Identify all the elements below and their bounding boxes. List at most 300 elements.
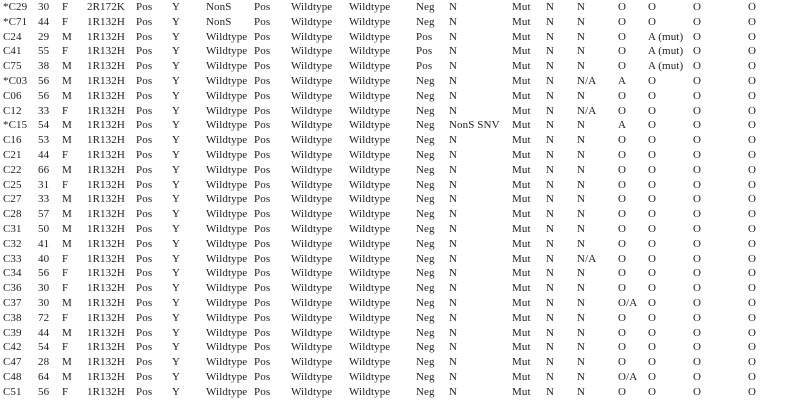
table-cell: Pos bbox=[136, 30, 153, 43]
table-cell: Pos bbox=[254, 193, 271, 206]
table-cell: Wildtype bbox=[291, 311, 333, 324]
table-cell: O bbox=[618, 193, 627, 206]
table-cell: Neg bbox=[416, 222, 435, 235]
table-cell: Wildtype bbox=[291, 237, 333, 250]
table-cell: O bbox=[748, 296, 757, 309]
table-cell: O bbox=[618, 89, 627, 102]
table-cell: N bbox=[546, 45, 555, 58]
table-cell: O bbox=[648, 385, 657, 398]
table-cell: 41 bbox=[38, 237, 50, 250]
table-cell: 1R132H bbox=[87, 311, 125, 324]
table-cell: O bbox=[693, 104, 702, 117]
table-cell: N bbox=[577, 237, 586, 250]
table-cell: O bbox=[648, 74, 657, 87]
table-cell: Wildtype bbox=[291, 104, 333, 117]
table-cell: Pos bbox=[416, 60, 433, 73]
table-cell: Y bbox=[172, 60, 181, 73]
table-cell: Pos bbox=[254, 282, 271, 295]
table-cell: 31 bbox=[38, 178, 50, 191]
table-cell: Wildtype bbox=[206, 208, 248, 221]
table-cell: O/A bbox=[618, 370, 638, 383]
table-cell: Pos bbox=[254, 208, 271, 221]
table-cell: O bbox=[618, 326, 627, 339]
table-cell: Pos bbox=[254, 252, 271, 265]
table-row bbox=[3, 192, 800, 207]
table-cell: Wildtype bbox=[291, 45, 333, 58]
table-cell: O bbox=[618, 178, 627, 191]
table-cell: Pos bbox=[254, 222, 271, 235]
table-cell: N bbox=[577, 60, 586, 73]
table-cell: Neg bbox=[416, 237, 435, 250]
table-cell: N bbox=[449, 237, 458, 250]
table-cell: C75 bbox=[3, 60, 22, 73]
table-cell: 1R132H bbox=[87, 30, 125, 43]
table-cell: Wildtype bbox=[206, 370, 248, 383]
table-cell: O bbox=[693, 341, 702, 354]
table-cell: N bbox=[546, 148, 555, 161]
table-cell: O bbox=[648, 89, 657, 102]
table-cell: O bbox=[748, 163, 757, 176]
table-cell: 1R132H bbox=[87, 15, 125, 28]
table-cell: Pos bbox=[136, 311, 153, 324]
table-cell: Neg bbox=[416, 15, 435, 28]
table-cell: N bbox=[546, 237, 555, 250]
table-cell: Y bbox=[172, 282, 181, 295]
table-cell: N bbox=[449, 193, 458, 206]
table-cell: O bbox=[618, 311, 627, 324]
table-row bbox=[3, 385, 800, 400]
table-cell: O bbox=[693, 222, 702, 235]
table-cell: N bbox=[449, 222, 458, 235]
table-cell: Neg bbox=[416, 208, 435, 221]
table-cell: O bbox=[618, 15, 627, 28]
table-cell: M bbox=[62, 163, 72, 176]
table-cell: Neg bbox=[416, 370, 435, 383]
table-cell: Wildtype bbox=[349, 252, 391, 265]
table-cell: N bbox=[577, 134, 586, 147]
table-cell: Neg bbox=[416, 341, 435, 354]
table-cell: O bbox=[748, 222, 757, 235]
table-cell: Wildtype bbox=[206, 193, 248, 206]
table-cell: N bbox=[577, 311, 586, 324]
table-cell: M bbox=[62, 208, 72, 221]
table-cell: *C15 bbox=[3, 119, 28, 132]
table-cell: Pos bbox=[136, 74, 153, 87]
table-cell: Wildtype bbox=[349, 311, 391, 324]
table-cell: N bbox=[546, 89, 555, 102]
table-cell: N bbox=[546, 15, 555, 28]
table-cell: C33 bbox=[3, 252, 22, 265]
table-cell: Neg bbox=[416, 326, 435, 339]
table-cell: 2R172K bbox=[87, 1, 125, 13]
table-cell: Y bbox=[172, 148, 181, 161]
table-cell: Wildtype bbox=[349, 341, 391, 354]
table-cell: M bbox=[62, 193, 72, 206]
table-cell: Wildtype bbox=[291, 356, 333, 369]
table-row bbox=[3, 44, 800, 59]
table-cell: Wildtype bbox=[291, 282, 333, 295]
table-cell: 1R132H bbox=[87, 119, 125, 132]
table-cell: N bbox=[449, 60, 458, 73]
table-cell: Mut bbox=[512, 237, 531, 250]
table-cell: Wildtype bbox=[349, 104, 391, 117]
table-cell: O bbox=[693, 296, 702, 309]
table-cell: N bbox=[449, 30, 458, 43]
table-cell: O bbox=[693, 326, 702, 339]
table-cell: N bbox=[449, 296, 458, 309]
table-cell: N/A bbox=[577, 104, 597, 117]
table-cell: C51 bbox=[3, 385, 22, 398]
table-cell: N bbox=[449, 148, 458, 161]
table-cell: Wildtype bbox=[349, 385, 391, 398]
table-cell: Wildtype bbox=[349, 1, 391, 13]
table-cell: Wildtype bbox=[206, 45, 248, 58]
table-row bbox=[3, 311, 800, 326]
table-cell: O bbox=[618, 208, 627, 221]
table-cell: Pos bbox=[254, 326, 271, 339]
table-cell: Neg bbox=[416, 178, 435, 191]
table-cell: Neg bbox=[416, 252, 435, 265]
table-cell: O bbox=[748, 267, 757, 280]
table-cell: C32 bbox=[3, 237, 22, 250]
table-cell: Y bbox=[172, 163, 181, 176]
table-cell: Y bbox=[172, 208, 181, 221]
table-cell: Mut bbox=[512, 222, 531, 235]
table-cell: Wildtype bbox=[206, 222, 248, 235]
table-cell: N bbox=[449, 267, 458, 280]
table-cell: O bbox=[648, 341, 657, 354]
table-cell: M bbox=[62, 60, 72, 73]
table-cell: O bbox=[618, 104, 627, 117]
table-cell: Y bbox=[172, 252, 181, 265]
table-row bbox=[3, 252, 800, 267]
table-cell: Neg bbox=[416, 89, 435, 102]
table-cell: A (mut) bbox=[648, 30, 684, 43]
table-cell: Wildtype bbox=[291, 193, 333, 206]
table-cell: O bbox=[648, 282, 657, 295]
table-cell: O bbox=[648, 148, 657, 161]
table-cell: O bbox=[648, 296, 657, 309]
table-cell: F bbox=[62, 45, 69, 58]
table-cell: Neg bbox=[416, 119, 435, 132]
table-cell: O bbox=[693, 193, 702, 206]
table-cell: *C03 bbox=[3, 74, 28, 87]
table-cell: Wildtype bbox=[206, 89, 248, 102]
table-cell: Wildtype bbox=[206, 119, 248, 132]
table-cell: 40 bbox=[38, 252, 50, 265]
table-cell: Pos bbox=[136, 89, 153, 102]
table-cell: 38 bbox=[38, 60, 50, 73]
table-cell: Pos bbox=[136, 15, 153, 28]
table-cell: Pos bbox=[254, 15, 271, 28]
table-cell: 1R132H bbox=[87, 208, 125, 221]
table-cell: O bbox=[748, 134, 757, 147]
table-cell: Pos bbox=[136, 134, 153, 147]
table-cell: N bbox=[577, 30, 586, 43]
table-cell: 56 bbox=[38, 385, 50, 398]
table-cell: Pos bbox=[136, 208, 153, 221]
table-cell: N bbox=[546, 119, 555, 132]
table-cell: O bbox=[748, 370, 757, 383]
table-cell: 1R132H bbox=[87, 104, 125, 117]
table-row bbox=[3, 296, 800, 311]
table-cell: O bbox=[693, 74, 702, 87]
table-cell: N bbox=[546, 74, 555, 87]
table-cell: M bbox=[62, 370, 72, 383]
table-cell: O bbox=[693, 148, 702, 161]
table-cell: C12 bbox=[3, 104, 22, 117]
table-cell: Mut bbox=[512, 385, 531, 398]
table-cell: 1R132H bbox=[87, 356, 125, 369]
table-cell: F bbox=[62, 1, 69, 13]
table-cell: C36 bbox=[3, 282, 22, 295]
table-cell: Wildtype bbox=[206, 326, 248, 339]
table-cell: 72 bbox=[38, 311, 50, 324]
table-cell: 44 bbox=[38, 326, 50, 339]
table-cell: Mut bbox=[512, 208, 531, 221]
table-cell: N/A bbox=[577, 252, 597, 265]
table-cell: 1R132H bbox=[87, 385, 125, 398]
table-cell: Wildtype bbox=[291, 326, 333, 339]
table-cell: Wildtype bbox=[349, 178, 391, 191]
table-cell: Y bbox=[172, 311, 181, 324]
table-cell: Mut bbox=[512, 311, 531, 324]
table-row bbox=[3, 15, 800, 30]
table-cell: Wildtype bbox=[291, 148, 333, 161]
table-cell: N bbox=[449, 104, 458, 117]
table-cell: O bbox=[748, 60, 757, 73]
table-cell: M bbox=[62, 119, 72, 132]
table-cell: Wildtype bbox=[291, 385, 333, 398]
table-cell: O bbox=[693, 237, 702, 250]
table-cell: Pos bbox=[136, 104, 153, 117]
table-cell: O bbox=[618, 148, 627, 161]
table-row bbox=[3, 281, 800, 296]
table-cell: C31 bbox=[3, 222, 22, 235]
table-row bbox=[3, 118, 800, 133]
table-cell: O bbox=[693, 282, 702, 295]
table-cell: Wildtype bbox=[206, 282, 248, 295]
table-cell: N bbox=[577, 267, 586, 280]
table-cell: O bbox=[693, 89, 702, 102]
table-cell: O bbox=[618, 1, 627, 13]
table-cell: Wildtype bbox=[349, 30, 391, 43]
table-cell: N bbox=[449, 178, 458, 191]
table-cell: Pos bbox=[254, 178, 271, 191]
table-cell: Wildtype bbox=[349, 356, 391, 369]
table-cell: C27 bbox=[3, 193, 22, 206]
table-row bbox=[3, 133, 800, 148]
table-cell: Wildtype bbox=[206, 356, 248, 369]
table-cell: N bbox=[546, 385, 555, 398]
table-cell: Mut bbox=[512, 45, 531, 58]
table-cell: 55 bbox=[38, 45, 50, 58]
table-cell: Wildtype bbox=[291, 74, 333, 87]
table-cell: O bbox=[618, 341, 627, 354]
table-cell: Pos bbox=[254, 60, 271, 73]
table-cell: Wildtype bbox=[349, 15, 391, 28]
table-cell: Y bbox=[172, 385, 181, 398]
table-cell: N bbox=[577, 370, 586, 383]
table-cell: Mut bbox=[512, 178, 531, 191]
table-cell: C38 bbox=[3, 311, 22, 324]
table-cell: Wildtype bbox=[349, 89, 391, 102]
table-cell: NonS bbox=[206, 15, 232, 28]
table-row bbox=[3, 326, 800, 341]
table-cell: N bbox=[546, 282, 555, 295]
table-row bbox=[3, 355, 800, 370]
table-cell: Wildtype bbox=[349, 370, 391, 383]
table-cell: Neg bbox=[416, 356, 435, 369]
table-cell: O bbox=[693, 208, 702, 221]
table-row bbox=[3, 59, 800, 74]
table-cell: Wildtype bbox=[291, 134, 333, 147]
table-cell: Wildtype bbox=[206, 60, 248, 73]
table-cell: 1R132H bbox=[87, 341, 125, 354]
table-cell: N bbox=[546, 311, 555, 324]
table-cell: 33 bbox=[38, 104, 50, 117]
table-cell: F bbox=[62, 252, 69, 265]
table-cell: N bbox=[449, 385, 458, 398]
table-cell: O bbox=[648, 311, 657, 324]
table-cell: O bbox=[748, 74, 757, 87]
table-cell: Wildtype bbox=[206, 267, 248, 280]
table-cell: C41 bbox=[3, 45, 22, 58]
table-cell: O bbox=[748, 237, 757, 250]
table-cell: Pos bbox=[254, 267, 271, 280]
table-cell: O bbox=[748, 193, 757, 206]
table-cell: 1R132H bbox=[87, 193, 125, 206]
table-cell: 28 bbox=[38, 356, 50, 369]
table-row bbox=[3, 74, 800, 89]
table-cell: N bbox=[577, 282, 586, 295]
table-cell: 1R132H bbox=[87, 370, 125, 383]
table-cell: Pos bbox=[254, 296, 271, 309]
table-cell: O bbox=[748, 311, 757, 324]
table-row bbox=[3, 89, 800, 104]
table-cell: 1R132H bbox=[87, 148, 125, 161]
table-cell: Pos bbox=[136, 385, 153, 398]
table-cell: O bbox=[648, 104, 657, 117]
table-cell: N bbox=[546, 163, 555, 176]
table-cell: Y bbox=[172, 237, 181, 250]
table-cell: Wildtype bbox=[349, 134, 391, 147]
table-cell: O bbox=[693, 267, 702, 280]
table-cell: Wildtype bbox=[206, 178, 248, 191]
table-cell: O bbox=[748, 89, 757, 102]
table-cell: O bbox=[693, 60, 702, 73]
table-row bbox=[3, 148, 800, 163]
table-cell: Pos bbox=[254, 341, 271, 354]
table-row bbox=[3, 237, 800, 252]
table-cell: O bbox=[648, 222, 657, 235]
table-cell: Mut bbox=[512, 193, 531, 206]
table-cell: O bbox=[693, 311, 702, 324]
table-cell: N/A bbox=[577, 74, 597, 87]
table-cell: N bbox=[577, 89, 586, 102]
table-cell: Mut bbox=[512, 370, 531, 383]
table-cell: N bbox=[449, 356, 458, 369]
table-cell: Pos bbox=[136, 326, 153, 339]
table-cell: Mut bbox=[512, 163, 531, 176]
table-cell: O bbox=[648, 134, 657, 147]
table-cell: Pos bbox=[136, 370, 153, 383]
table-cell: O bbox=[748, 356, 757, 369]
table-cell: Pos bbox=[136, 237, 153, 250]
table-cell: M bbox=[62, 296, 72, 309]
table-cell: Pos bbox=[254, 385, 271, 398]
table-cell: *C71 bbox=[3, 15, 28, 28]
table-cell: Y bbox=[172, 193, 181, 206]
table-cell: NonS SNV bbox=[449, 119, 500, 132]
table-cell: 30 bbox=[38, 296, 50, 309]
table-cell: N bbox=[546, 267, 555, 280]
table-cell: C48 bbox=[3, 370, 22, 383]
table-cell: O bbox=[693, 134, 702, 147]
table-cell: O bbox=[618, 282, 627, 295]
table-cell: Y bbox=[172, 178, 181, 191]
table-row bbox=[3, 30, 800, 45]
table-cell: Wildtype bbox=[349, 193, 391, 206]
table-cell: Neg bbox=[416, 311, 435, 324]
table-cell: Wildtype bbox=[291, 370, 333, 383]
table-cell: Pos bbox=[254, 30, 271, 43]
table-cell: 1R132H bbox=[87, 134, 125, 147]
table-cell: Neg bbox=[416, 134, 435, 147]
table-cell: N bbox=[546, 208, 555, 221]
table-cell: O bbox=[618, 356, 627, 369]
table-cell: Wildtype bbox=[291, 208, 333, 221]
table-cell: Mut bbox=[512, 119, 531, 132]
table-cell: N bbox=[577, 163, 586, 176]
table-cell: Wildtype bbox=[291, 1, 333, 13]
table-cell: Wildtype bbox=[349, 282, 391, 295]
table-cell: N bbox=[449, 45, 458, 58]
table-cell: Pos bbox=[416, 30, 433, 43]
table-cell: F bbox=[62, 148, 69, 161]
table-cell: O bbox=[648, 237, 657, 250]
table-cell: Pos bbox=[254, 237, 271, 250]
table-cell: C28 bbox=[3, 208, 22, 221]
table-cell: O bbox=[693, 385, 702, 398]
table-cell: 33 bbox=[38, 193, 50, 206]
table-cell: N bbox=[546, 30, 555, 43]
table-cell: N bbox=[546, 1, 555, 13]
table-cell: Neg bbox=[416, 148, 435, 161]
table-cell: O bbox=[618, 163, 627, 176]
table-cell: Pos bbox=[136, 296, 153, 309]
table-cell: O/A bbox=[618, 296, 638, 309]
table-cell: Mut bbox=[512, 252, 531, 265]
table-cell: 1R132H bbox=[87, 282, 125, 295]
table-cell: Mut bbox=[512, 341, 531, 354]
table-cell: O bbox=[648, 370, 657, 383]
table-cell: Wildtype bbox=[291, 30, 333, 43]
table-cell: O bbox=[748, 252, 757, 265]
table-cell: Wildtype bbox=[206, 341, 248, 354]
table-cell: O bbox=[748, 341, 757, 354]
table-cell: O bbox=[648, 119, 657, 132]
table-cell: F bbox=[62, 341, 69, 354]
table-cell: O bbox=[618, 134, 627, 147]
table-cell: N bbox=[546, 252, 555, 265]
table-cell: 1R132H bbox=[87, 252, 125, 265]
table-cell: 1R132H bbox=[87, 45, 125, 58]
table-cell: Neg bbox=[416, 163, 435, 176]
table-row bbox=[3, 266, 800, 281]
table-cell: N bbox=[546, 222, 555, 235]
table-cell: Pos bbox=[136, 267, 153, 280]
